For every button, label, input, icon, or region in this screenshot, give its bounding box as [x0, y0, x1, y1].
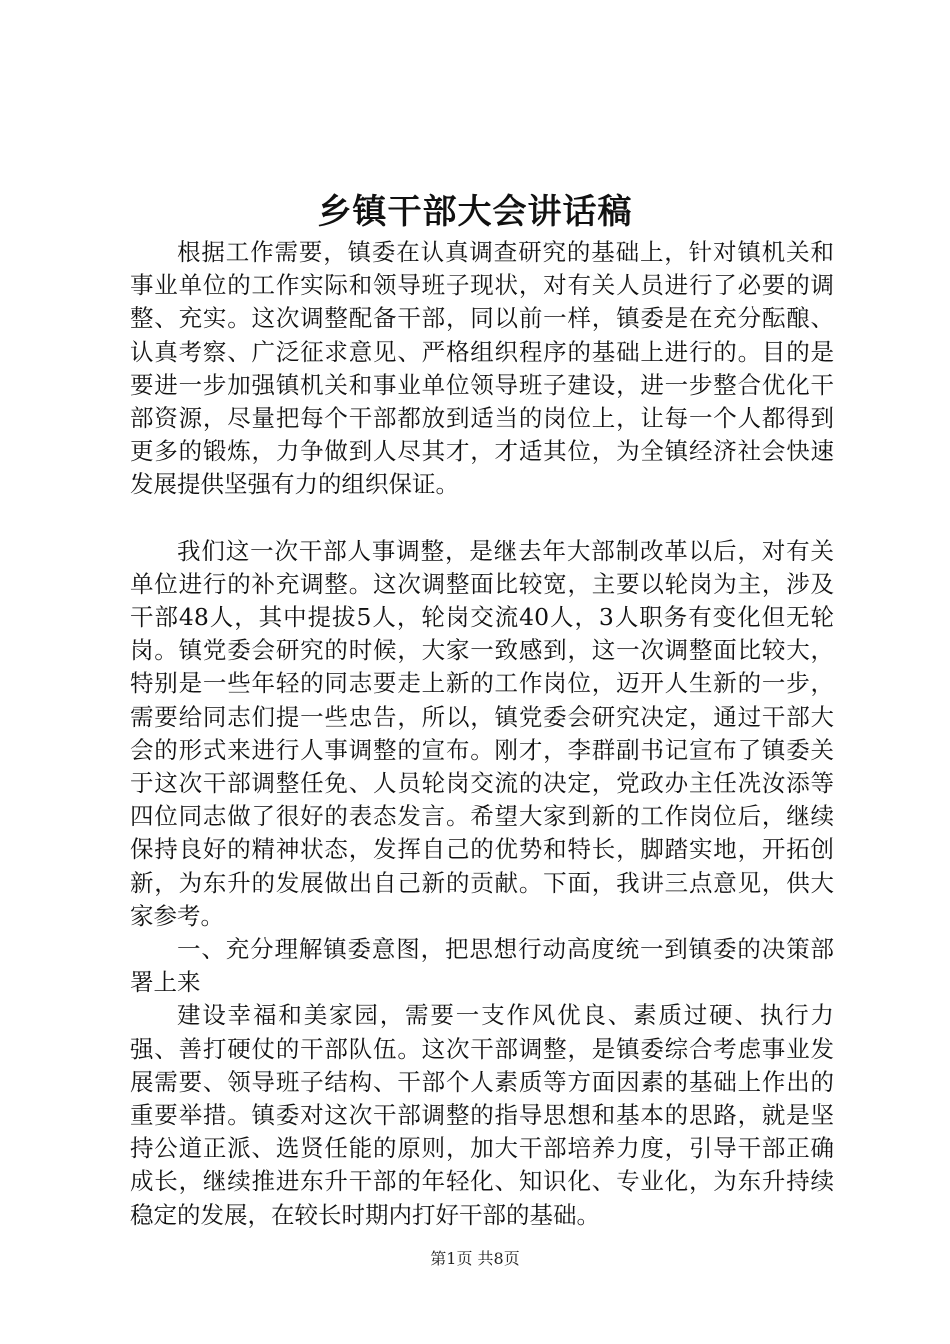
paragraph: 根据工作需要，镇委在认真调查研究的基础上，针对镇机关和事业单位的工作实际和领导班子现状，对有关人员进行了必要的调整、充实。这次调整配备干部，同以前一样，镇委是在充分酝酿、认真考察、广泛征求意见、严格组织程序的基础上进行的。目的是要进一步加强镇机关和事业单位领导班子建设，进一步整合优化干部资源，尽量把每个干部都放到适当的岗位上，让每一个人都得到更多的锻炼，力争做到人尽其才，才适其位，为全镇经济社会快速发展提供坚强有力的组织保证。 — [130, 238, 834, 499]
page-title: 乡镇干部大会讲话稿 — [317, 192, 633, 232]
paragraph: 建设幸福和美家园，需要一支作风优良、素质过硬、执行力强、善打硬仗的干部队伍。这次干部调整，是镇委综合考虑事业发展需要、领导班子结构、干部个人素质等方面因素的基础上作出的重要举措。镇委对这次干部调整的指导思想和基本的思路，就是坚持公道正派、选贤任能的原则，加大干部培养力度，引导干部正确成长，继续推进东升干部的年轻化、知识化、专业化，为东升持续稳定的发展，在较长时期内打好干部的基础。 — [130, 1001, 834, 1229]
document-body — [130, 236, 834, 1232]
paragraph: 我们这一次干部人事调整，是继去年大部制改革以后，对有关单位进行的补充调整。这次调整面比较宽，主要以轮岗为主，涉及干部48人，其中提拔5人，轮岗交流40人，3人职务有变化但无轮岗。镇党委会研究的时候，大家一致感到，这一次调整面比较大，特别是一些年轻的同志要走上新的工作岗位，迈开人生新的一步，需要给同志们提一些忠告，所以，镇党委会研究决定，通过干部大会的形式来进行人事调整的宣布。刚才，李群副书记宣布了镇委关于这次干部调整任免、人员轮岗交流的决定，党政办主任冼汝添等四位同志做了很好的表态发言。希望大家到新的工作岗位后，继续保持良好的精神状态，发挥自己的优势和特长，脚踏实地，开拓创新，为东升的发展做出自己新的贡献。下面，我讲三点意见，供大家参考。 — [130, 536, 834, 930]
section-heading: 一、充分理解镇委意图，把思想行动高度统一到镇委的决策部署上来 — [130, 935, 834, 997]
page-number-footer: 第1页 共8页 — [430, 1249, 520, 1268]
